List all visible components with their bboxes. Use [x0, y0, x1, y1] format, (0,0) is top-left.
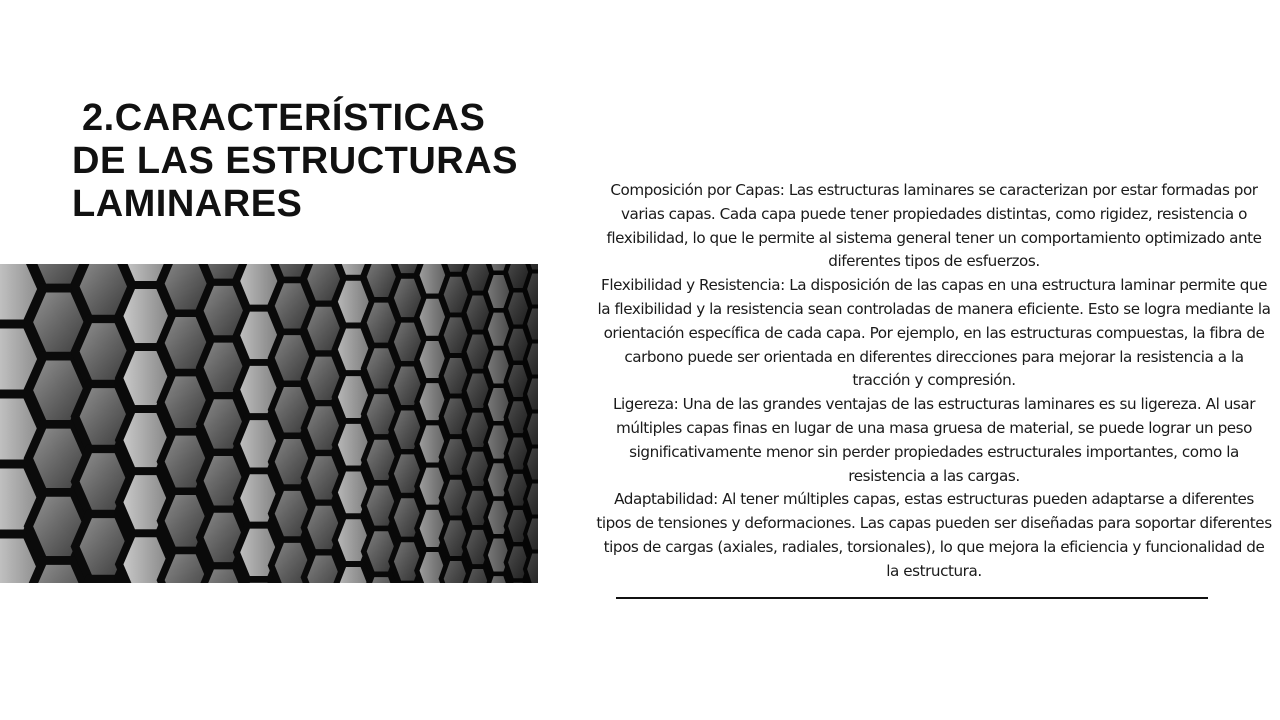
slide-title: [72, 97, 592, 226]
title-line-2: DE LAS ESTRUCTURAS: [72, 140, 519, 183]
paragraph-composicion: Composición por Capas: Las estructuras laminares se caracterizan por estar formadas por varias capas. Cada capa puede tener propiedades distintas, como rigidez, resistencia o flexibilidad, lo que le permite al sistema general tener un comportamiento optimizado ante diferentes tipos de esfuerzos.: [606, 181, 1262, 271]
title-line-3: LAMINARES: [72, 183, 303, 226]
characteristics-text: [596, 179, 1272, 584]
hexagonal-facade-photo: [0, 264, 538, 583]
title-line-1: 2.CARACTERÍSTICAS: [82, 97, 486, 140]
paragraph-ligereza: Ligereza: Una de las grandes ventajas de las estructuras laminares es su ligereza. Al usar múltiples capas finas en lugar de una masa gruesa de material, se puede lograr un peso significativamente menor sin perder propiedades estructurales importantes, como la resistencia a las cargas.: [612, 395, 1256, 485]
paragraph-adaptabilidad: Adaptabilidad: Al tener múltiples capas, estas estructuras pueden adaptarse a diferentes tipos de tensiones y deformaciones. Las capas pueden ser diseñadas para soportar diferentes tipos de cargas (axiales, radiales, torsionales), lo que mejora la eficiencia y funcionalidad de la estructura.: [596, 490, 1272, 580]
paragraph-flexibilidad: Flexibilidad y Resistencia: La disposición de las capas en una estructura laminar permite que la flexibilidad y la resistencia sean controladas de manera eficiente. Esto se logra mediante la orientación específica de cada capa. Por ejemplo, en las estructuras compuestas, la fibra de carbono puede ser orientada en diferentes direcciones para mejorar la resistencia a la tracción y compresión.: [597, 276, 1271, 390]
divider-line: [616, 597, 1208, 599]
